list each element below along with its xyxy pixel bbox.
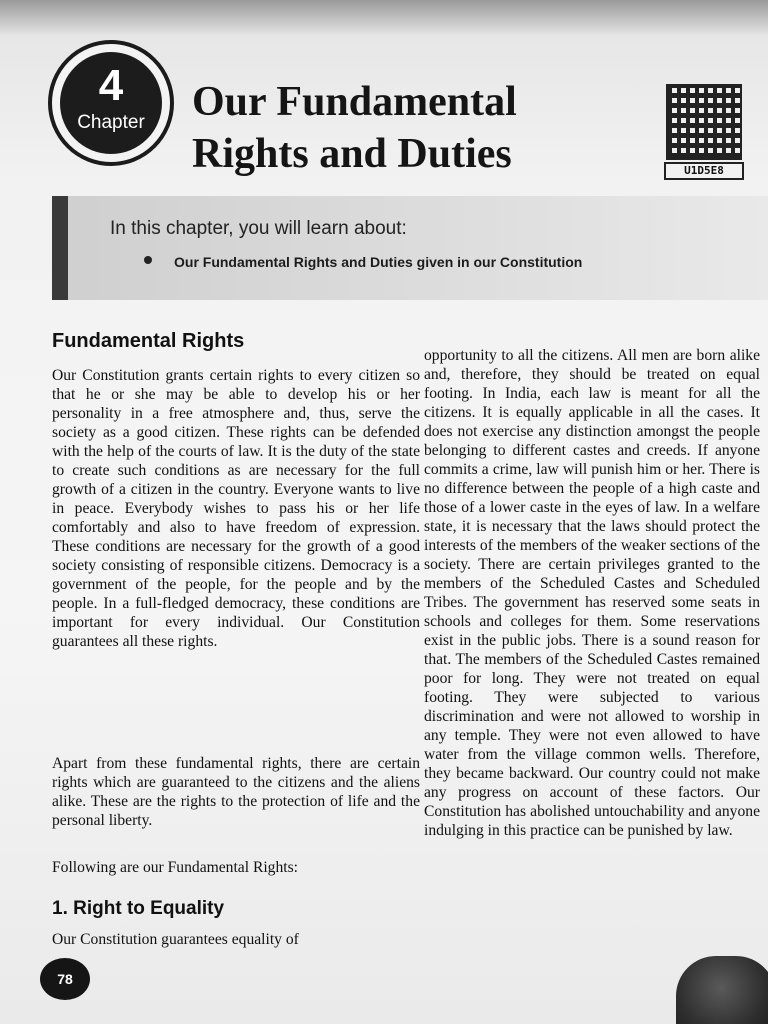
bullet-icon [144,256,152,264]
thumb-shadow [676,956,768,1024]
chapter-badge [48,40,174,166]
page-number: 78 [40,958,90,1000]
chapter-badge-inner [60,52,162,154]
paragraph-start: Our Constitution guarantees equality of [52,931,299,948]
subsection-heading: 1. Right to Equality [52,898,225,919]
qr-code-label: U1D5E8 [664,162,744,180]
learning-objective-item: Our Fundamental Rights and Duties given in our Constitution [174,254,583,270]
page-top-shadow [0,0,768,36]
chapter-title-line-2: Rights and Duties [192,131,512,177]
learning-objectives-box [52,196,768,300]
qr-code-icon [666,84,742,160]
paragraph: Following are our Fundamental Rights: [52,859,299,876]
right-column [424,346,760,840]
left-column [52,366,420,651]
chapter-title [192,76,612,180]
left-column-second [52,754,420,830]
chapter-label: Chapter [77,112,145,133]
paragraph: opportunity to all the citizens. All men are born alike and, therefore, they should be treated on equal footing. In India, each law is meant for all the citizens. It is equally applicable in all the cases. It does not exercise any distinction amongst the people belonging to different castes and creeds. If anyone commits a crime, law will punish him or her. There is no difference between the people of a high caste and those of a lower caste in the eyes of law. In a welfare state, it is necessary that the laws should protect the interests of the members of the weaker sections of the society. There are certain privileges granted to the members of the Scheduled Castes and Scheduled Tribes. The government has reserved some seats in schools and colleges for them. Some reservations exist in the public jobs. There is a sound reason for that. The members of the Scheduled Castes remained poor for long. They were not treated on equal footing. They were subjected to various discrimination and were not allowed to worship in any temple. They were not even allowed to have water from the village common wells. Therefore, they became backward. Our country could not make any progress on account of these factors. Our Constitution has abolished untouchability and anyone indulging in this practice can be punished by law. [424,347,760,839]
paragraph: Apart from these fundamental rights, there are certain rights which are guaranteed to the citizens and the aliens alike. These are the rights to the protection of life and the personal liberty. [52,755,420,829]
learning-objectives-bar [52,196,68,300]
left-column-last [52,930,420,949]
left-column-third [52,858,420,877]
chapter-title-line-1: Our Fundamental [192,79,517,125]
learning-objectives-heading: In this chapter, you will learn about: [110,218,407,239]
paragraph: Our Constitution grants certain rights to every citizen so that he or she may be able to develop his or her personality in a free atmosphere and, thus, serve the society as a good citizen. These rights can be defended with the help of the courts of law. It is the duty of the state to create such conditions as are necessary for the full growth of a citizen in the country. Everyone wants to live in peace. Everybody wishes to pass his or her life comfortably and also to have freedom of expression. These conditions are necessary for the growth of a good society consisting of responsible citizens. Democracy is a government of the people, for the people and by the people. In a full-fledged democracy, these conditions are important for every individual. Our Constitution guarantees all these rights. [52,367,420,650]
chapter-number: 4 [98,61,124,110]
section-heading: Fundamental Rights [52,330,245,352]
